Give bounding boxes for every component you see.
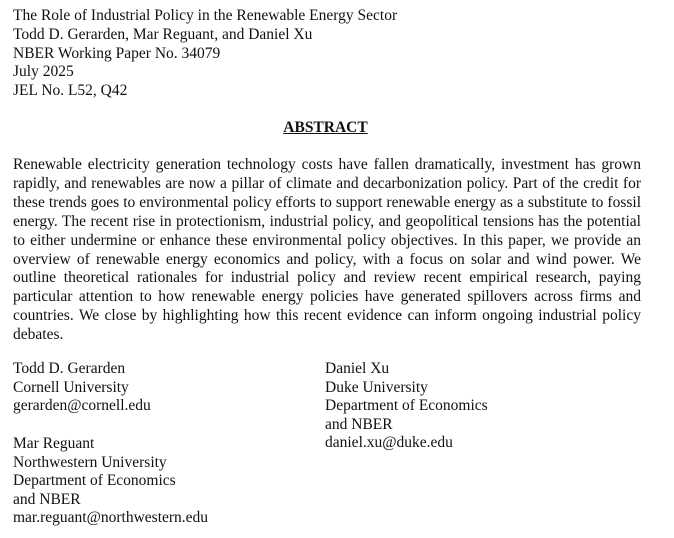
author-department: Department of Economics [325,397,488,415]
abstract-text: Renewable electricity generation technology costs have fallen dramatically, investment has grown rapidly, and renewables are now a pillar of climate and decarbonization policy. Part of the credit for these trends goes to environmental policy efforts to support renewable energy as a substitute to fossil energy. The recent rise in protectionism, industrial policy, and geopolitical tensions has the potential to either undermine or enhance these environmental policy objectives. In this paper, we provide an overview of renewable energy economics and policy, with a focus on solar and wind power. We outline theoretical rationales for industrial policy and review recent empirical research, paying particular attention to how renewable energy policies have generated spillovers across firms and countries. We close by highlighting how this recent evidence can inform ongoing industrial policy debates. [13,156,641,344]
author-email: gerarden@cornell.edu [13,397,151,415]
author-affiliation: Northwestern University [13,453,167,471]
author-name: Mar Reguant [13,435,95,452]
jel-codes: JEL No. L52, Q42 [13,82,128,100]
abstract-heading: ABSTRACT [283,119,368,136]
author-department: Department of Economics [13,472,176,490]
author-block-reguant [13,435,208,528]
author-name: Todd D. Gerarden [13,360,126,377]
paper-header [13,7,397,101]
author-extra-affiliation: and NBER [13,490,81,508]
author-affiliation: Cornell University [13,378,129,396]
author-extra-affiliation: and NBER [325,415,393,433]
author-name: Daniel Xu [325,360,390,377]
author-block-xu [325,360,488,453]
paper-authors: Todd D. Gerarden, Mar Reguant, and Daniel Xu [13,25,313,43]
publication-date: July 2025 [13,63,74,81]
paper-title: The Role of Industrial Policy in the Renewable Energy Sector [13,7,398,24]
author-block-gerarden [13,360,151,416]
working-paper-number: NBER Working Paper No. 34079 [13,44,221,62]
author-email: daniel.xu@duke.edu [325,434,453,452]
author-email: mar.reguant@northwestern.edu [13,509,209,527]
author-affiliation: Duke University [325,378,428,396]
